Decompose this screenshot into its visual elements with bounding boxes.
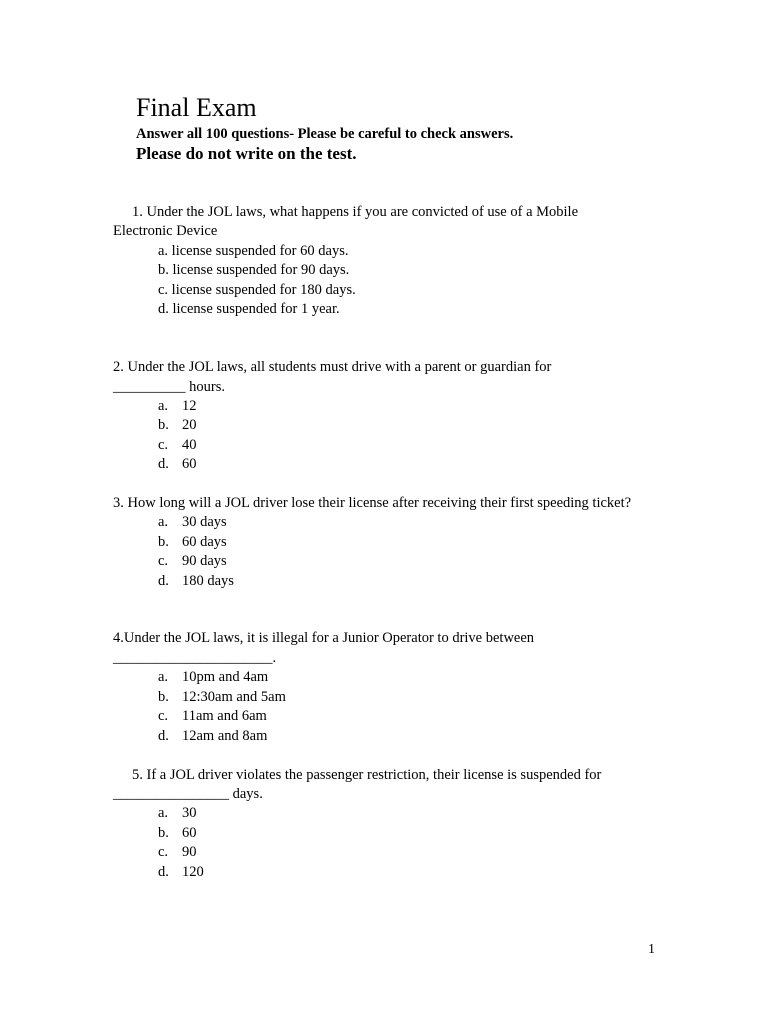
answer-option: b. license suspended for 90 days.: [158, 262, 350, 278]
option-text: 10pm and 4am: [182, 669, 269, 685]
option-text: 120: [182, 864, 204, 880]
page-title: Final Exam: [136, 93, 257, 122]
option-letter: a.: [158, 805, 169, 821]
answer-option: [158, 688, 286, 708]
option-text: 11am and 6am: [182, 708, 267, 724]
question-text-continued: ________________ days.: [113, 786, 263, 802]
answer-option: [158, 843, 197, 863]
answer-option: [158, 727, 267, 747]
option-text: 12am and 8am: [182, 728, 268, 744]
option-letter: d.: [158, 456, 169, 472]
option-text: 40: [182, 437, 197, 453]
option-text: 30 days: [182, 514, 227, 530]
instructions: Answer all 100 questions- Please be careful to check answers.: [136, 126, 514, 142]
answer-option: [158, 863, 204, 883]
option-text: 180 days: [182, 573, 234, 589]
question-text: 3. How long will a JOL driver lose their license after receiving their first speeding ticket?: [113, 495, 632, 511]
option-letter: c.: [158, 844, 169, 860]
question-text: 5. If a JOL driver violates the passenger restriction, their license is suspended for: [132, 767, 602, 783]
question-text-continued: ______________________.: [113, 650, 277, 666]
option-letter: a.: [158, 514, 169, 530]
option-letter: b.: [158, 825, 169, 841]
answer-option: [158, 436, 197, 456]
answer-option: [158, 572, 234, 592]
question-text-continued: __________ hours.: [113, 379, 225, 395]
option-text: 30: [182, 805, 197, 821]
option-letter: c.: [158, 553, 169, 569]
answer-option: [158, 804, 197, 824]
question-text: 4.Under the JOL laws, it is illegal for a Junior Operator to drive between: [113, 630, 535, 646]
option-text: 20: [182, 417, 197, 433]
option-text: 90 days: [182, 553, 227, 569]
option-letter: a.: [158, 398, 169, 414]
page-number: 1: [648, 942, 655, 957]
answer-option: [158, 416, 197, 436]
answer-option: a. license suspended for 60 days.: [158, 243, 349, 259]
option-letter: d.: [158, 864, 169, 880]
question-text: 2. Under the JOL laws, all students must drive with a parent or guardian for: [113, 359, 552, 375]
option-letter: d.: [158, 573, 169, 589]
answer-option: [158, 533, 227, 553]
answer-option: c. license suspended for 180 days.: [158, 282, 356, 298]
option-letter: d.: [158, 728, 169, 744]
answer-option: [158, 668, 268, 688]
option-letter: b.: [158, 689, 169, 705]
option-text: 12:30am and 5am: [182, 689, 286, 705]
answer-option: [158, 397, 197, 417]
option-text: 60: [182, 456, 197, 472]
option-letter: b.: [158, 417, 169, 433]
option-letter: b.: [158, 534, 169, 550]
option-text: 90: [182, 844, 197, 860]
answer-option: d. license suspended for 1 year.: [158, 301, 340, 317]
option-letter: a.: [158, 669, 169, 685]
question-text: 1. Under the JOL laws, what happens if you are convicted of use of a Mobile: [132, 204, 579, 220]
option-letter: c.: [158, 437, 169, 453]
question-text-continued: Electronic Device: [113, 223, 218, 239]
answer-option: [158, 552, 227, 572]
answer-option: [158, 513, 227, 533]
option-text: 12: [182, 398, 197, 414]
answer-option: [158, 707, 267, 727]
answer-option: [158, 824, 197, 844]
option-text: 60 days: [182, 534, 227, 550]
option-letter: c.: [158, 708, 169, 724]
option-text: 60: [182, 825, 197, 841]
notice: Please do not write on the test.: [136, 144, 357, 163]
answer-option: [158, 455, 197, 475]
